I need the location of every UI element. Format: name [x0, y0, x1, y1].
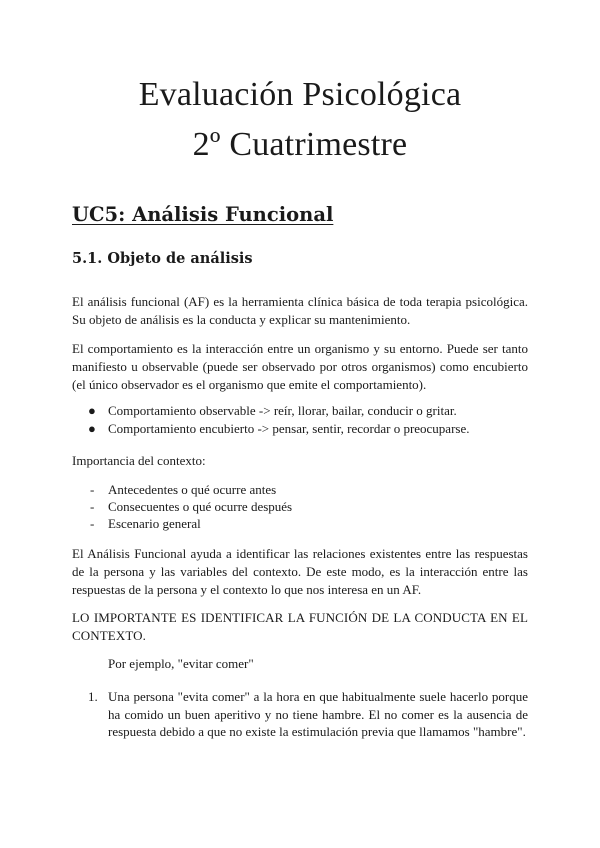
bullet-icon: ●: [88, 421, 96, 436]
list-item: [88, 481, 292, 498]
list-item: [88, 688, 528, 741]
list-item-text: Consecuentes o qué ocurre después: [108, 499, 293, 514]
list-item-text: Una persona "evita comer" a la hora en que habitualmente suele hacerlo porque ha comido un buen aperitivo y no tiene hambre. El no comer es la ausencia de respuesta debido a que no existe la estimulación previa que llamamos "hambre".: [108, 689, 528, 739]
context-dash-list: [88, 481, 292, 532]
paragraph-behavior: El comportamiento es la interacción entre un organismo y su entorno. Puede ser tanto manifiesto u observable (puede ser observado por otros organismos) como encubierto (el único observador es el organismo que emite el comportamiento).: [72, 341, 528, 392]
list-item: [88, 515, 292, 532]
section-heading: 5.1. Objeto de análisis: [72, 250, 253, 267]
bullet-icon: ●: [88, 403, 96, 418]
example-numbered-list: [88, 688, 528, 741]
list-item-text: Escenario general: [108, 516, 201, 531]
context-label: Importancia del contexto:: [72, 453, 206, 468]
dash-icon: -: [90, 516, 95, 531]
paragraph-functional-analysis: El Análisis Funcional ayuda a identificar las relaciones existentes entre las respuestas de la persona y las variables del contexto. De este modo, es la interacción entre las respuestas de la persona y el contexto lo que nos interesa en un AF.: [72, 546, 528, 597]
paragraph-intro: El análisis funcional (AF) es la herramienta clínica básica de toda terapia psicológica. Su objeto de análisis es la conducta y explicar su mantenimiento.: [72, 294, 528, 327]
list-item: [88, 402, 470, 420]
list-item: [88, 498, 292, 515]
unit-heading: UC5: Análisis Funcional: [72, 203, 334, 226]
list-item-text: Comportamiento encubierto -> pensar, sentir, recordar o preocuparse.: [108, 421, 470, 436]
document-title-line2: 2º Cuatrimestre: [192, 126, 408, 163]
behavior-bullet-list: [88, 402, 470, 438]
list-item: [88, 420, 470, 438]
dash-icon: -: [90, 482, 95, 497]
example-label: Por ejemplo, "evitar comer": [108, 656, 254, 671]
list-item-text: Comportamiento observable -> reír, llorar, bailar, conducir o gritar.: [108, 403, 457, 418]
document-title-line1: Evaluación Psicológica: [138, 76, 462, 113]
list-item-number: 1.: [88, 689, 98, 704]
key-statement: LO IMPORTANTE ES IDENTIFICAR LA FUNCIÓN DE LA CONDUCTA EN EL CONTEXTO.: [72, 610, 528, 643]
list-item-text: Antecedentes o qué ocurre antes: [108, 482, 277, 497]
dash-icon: -: [90, 499, 95, 514]
